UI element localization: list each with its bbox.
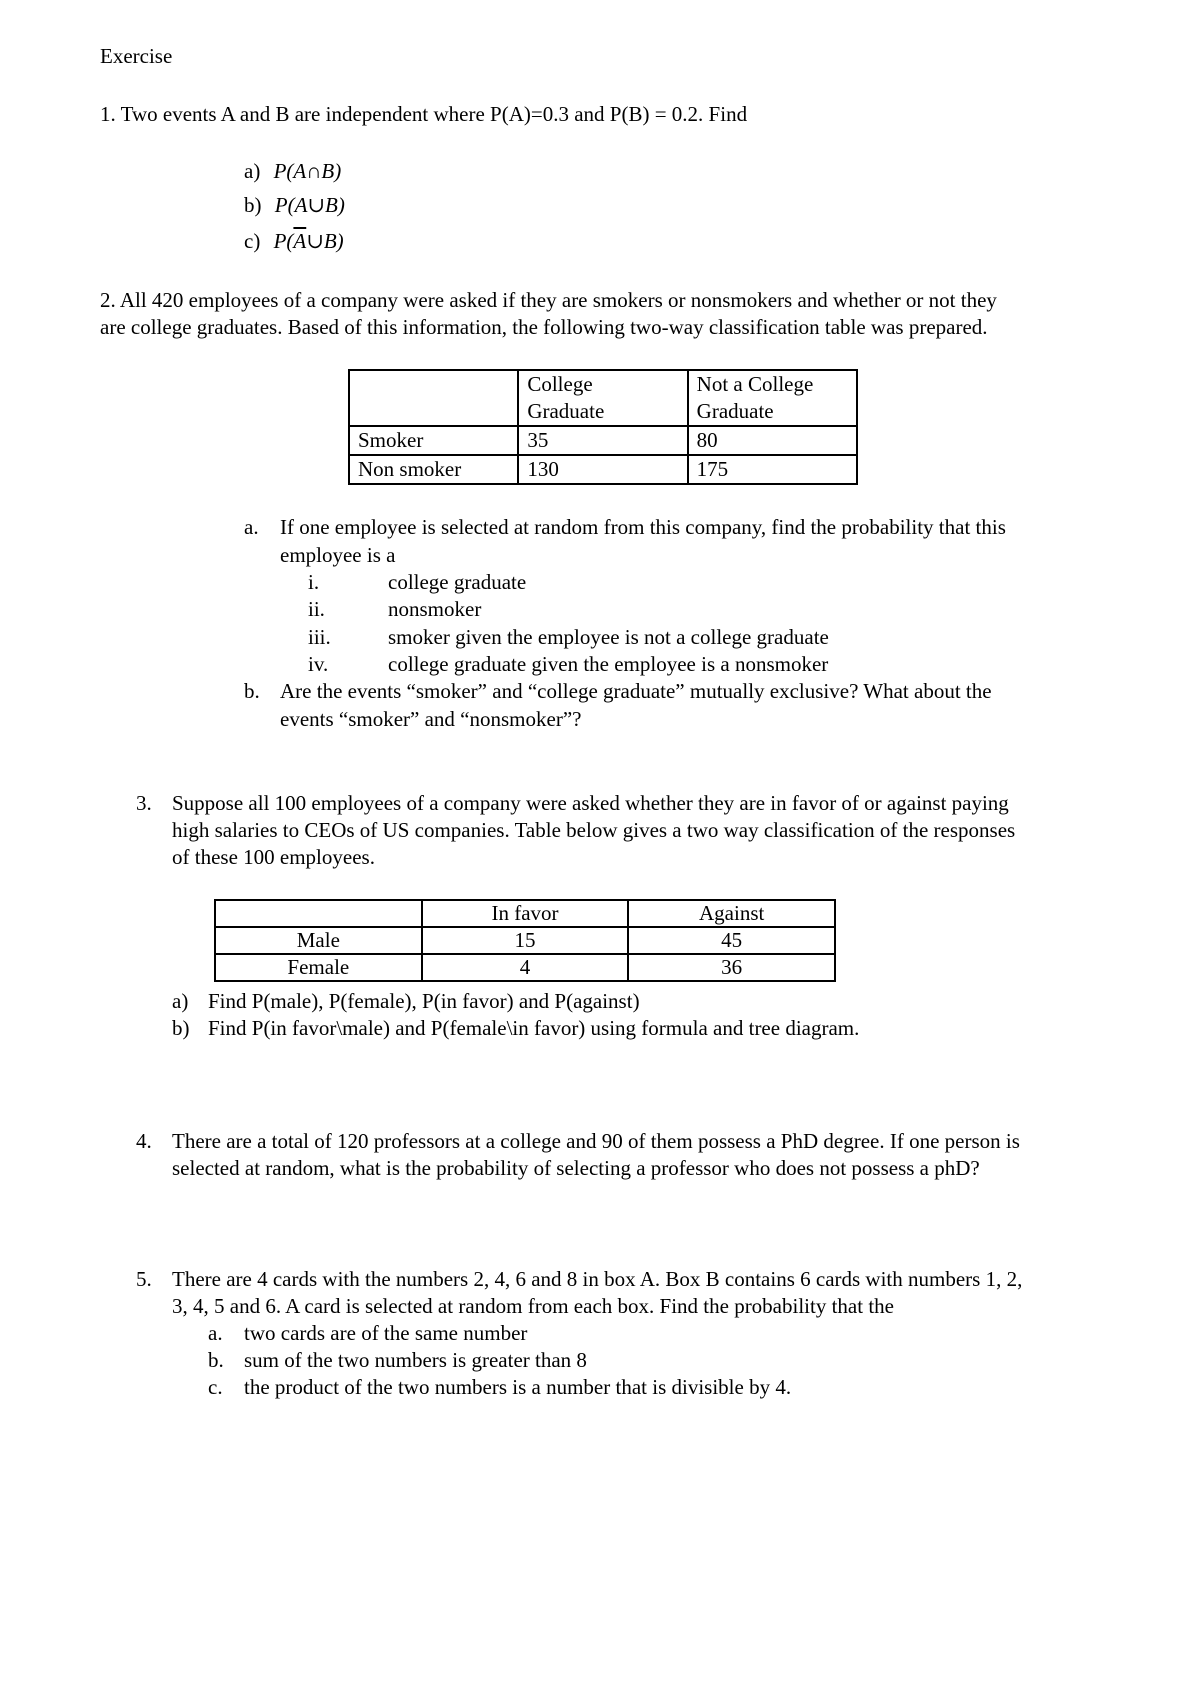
- q2-a-line-2: employee is a: [280, 543, 396, 567]
- row-label: Non smoker: [349, 455, 518, 484]
- q1-item-a-label: a): [244, 159, 261, 183]
- table-cell: 80: [688, 426, 857, 455]
- table-row: [215, 954, 835, 981]
- table-corner-cell: [349, 370, 518, 426]
- smoker-graduate-table: [348, 369, 858, 485]
- q2-sub-ii-label: ii.: [308, 597, 325, 621]
- q3-a-text: Find P(male), P(female), P(in favor) and P(against): [208, 989, 640, 1013]
- q5-b-label: b.: [208, 1348, 224, 1372]
- q1-item-a: [244, 158, 341, 185]
- question-3-line-3: of these 100 employees.: [172, 845, 375, 869]
- table-cell: 45: [628, 927, 835, 954]
- q5-a-text: two cards are of the same number: [244, 1321, 528, 1345]
- table-cell: 130: [518, 455, 687, 484]
- question-5-line-1: There are 4 cards with the numbers 2, 4, 6 and 8 in box A. Box B contains 6 cards with numbers 1, 2,: [172, 1267, 1023, 1291]
- q2-a-label: a.: [244, 515, 259, 539]
- q5-c-text: the product of the two numbers is a number that is divisible by 4.: [244, 1375, 792, 1399]
- question-3-number: 3.: [136, 791, 152, 815]
- question-2-line-2: are college graduates. Based of this information, the following two-way classification table was prepared.: [100, 315, 988, 339]
- question-3-line-2: high salaries to CEOs of US companies. Table below gives a two way classification of the responses: [172, 818, 1016, 842]
- table-header-against: Against: [628, 900, 835, 927]
- q3-a-label: a): [172, 989, 189, 1013]
- question-1-text: 1. Two events A and B are independent where P(A)=0.3 and P(B) = 0.2. Find: [100, 102, 748, 126]
- q2-b-label: b.: [244, 679, 260, 703]
- table-header-not-college-graduate: Not a College Graduate: [688, 370, 857, 426]
- q1-item-b: [244, 192, 345, 219]
- table-cell: 4: [422, 954, 629, 981]
- q1-item-b-expr: P(A∪B): [274, 193, 345, 217]
- question-4-line-1: There are a total of 120 professors at a college and 90 of them possess a PhD degree. If one person is: [172, 1129, 1020, 1153]
- q5-c-label: c.: [208, 1375, 223, 1399]
- q2-sub-i-text: college graduate: [388, 570, 527, 594]
- table-header-college-graduate: College Graduate: [518, 370, 687, 426]
- q2-sub-iv-text: college graduate given the employee is a nonsmoker: [388, 652, 829, 676]
- q2-sub-ii-text: nonsmoker: [388, 597, 482, 621]
- row-label: Female: [215, 954, 422, 981]
- row-label: Smoker: [349, 426, 518, 455]
- q2-a-line-1: If one employee is selected at random from this company, find the probability that this: [280, 515, 1006, 539]
- table-cell: 36: [628, 954, 835, 981]
- q3-b-text: Find P(in favor\male) and P(female\in favor) using formula and tree diagram.: [208, 1016, 860, 1040]
- favor-against-table: [214, 899, 836, 982]
- q1-item-a-expr: P(A∩B): [273, 159, 342, 183]
- q2-sub-iii-text: smoker given the employee is not a college graduate: [388, 625, 829, 649]
- table-cell: 175: [688, 455, 857, 484]
- q1-item-c-label: c): [244, 229, 261, 253]
- table-cell: 35: [518, 426, 687, 455]
- table-cell: 15: [422, 927, 629, 954]
- table-row: [349, 426, 857, 455]
- question-2-line-1: 2. All 420 employees of a company were asked if they are smokers or nonsmokers and whether or not they: [100, 288, 997, 312]
- table-header-in-favor: In favor: [422, 900, 629, 927]
- q5-b-text: sum of the two numbers is greater than 8: [244, 1348, 587, 1372]
- q2-sub-iv-label: iv.: [308, 652, 329, 676]
- question-5-line-2: 3, 4, 5 and 6. A card is selected at random from each box. Find the probability that the: [172, 1294, 894, 1318]
- question-3-line-1: Suppose all 100 employees of a company were asked whether they are in favor of or against paying: [172, 791, 1009, 815]
- question-5-number: 5.: [136, 1267, 152, 1291]
- q1-item-b-label: b): [244, 193, 262, 217]
- q2-b-line-2: events “smoker” and “nonsmoker”?: [280, 707, 582, 731]
- q5-a-label: a.: [208, 1321, 223, 1345]
- table-row: [349, 455, 857, 484]
- table-row: [215, 927, 835, 954]
- table-header-row: [349, 370, 857, 426]
- q1-item-c: [244, 228, 344, 255]
- question-4-number: 4.: [136, 1129, 152, 1153]
- q2-sub-iii-label: iii.: [308, 625, 331, 649]
- row-label: Male: [215, 927, 422, 954]
- table-corner-cell: [215, 900, 422, 927]
- q3-b-label: b): [172, 1016, 190, 1040]
- q2-b-line-1: Are the events “smoker” and “college graduate” mutually exclusive? What about the: [280, 679, 992, 703]
- table-header-row: [215, 900, 835, 927]
- question-4-line-2: selected at random, what is the probability of selecting a professor who does not possess a phD?: [172, 1156, 980, 1180]
- q1-item-c-expr: $P(\overline{A}\cup B)$: [273, 229, 344, 253]
- page-title: Exercise: [100, 44, 173, 68]
- a-complement: $\overline{A}$: [293, 229, 307, 253]
- q2-sub-i-label: i.: [308, 570, 320, 594]
